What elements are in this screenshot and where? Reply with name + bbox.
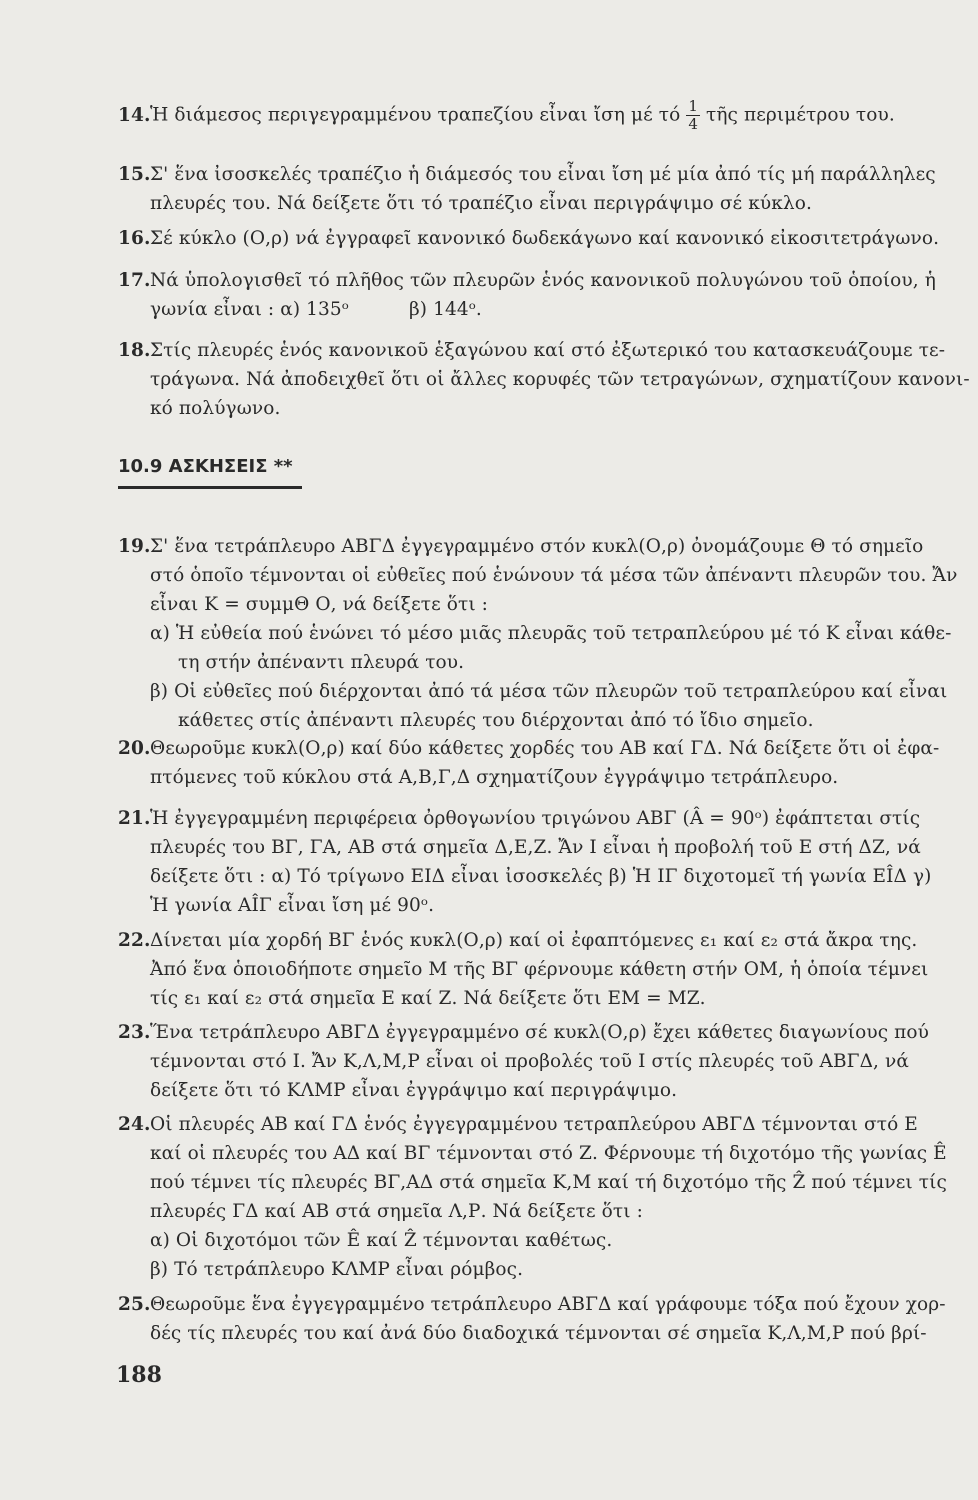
exercise-23: 23.Ἕνα τετράπλευρο ΑΒΓΔ ἐγγεγραμμένο σέ κυκλ(Ο,ρ) ἔχει κάθετες διαγωνίους πού τέμνονται στό Ι. Ἄν Κ,Λ,Μ,Ρ εἶναι οἱ προβολές τοῦ Ι στίς πλευρές τοῦ ΑΒΓΔ, νά δείξετε ὅτι τό ΚΛΜΡ εἶναι ἐγγράψιμο καί περιγράψιμο. xyxy=(118,1018,923,1105)
part-b: β) Τό τετράπλευρο ΚΛΜΡ εἶναι ρόμβος. xyxy=(150,1259,524,1280)
exercise-14 xyxy=(118,98,923,133)
exercise-number: 25. xyxy=(118,1294,151,1315)
exercise-number: 19. xyxy=(118,536,151,557)
exercise-number: 16. xyxy=(118,228,151,249)
exercise-17: 17.Νά ὑπολογισθεῖ τό πλῆθος τῶν πλευρῶν ἑνός κανονικοῦ πολυγώνου τοῦ ὁποίου, ἡ γωνία εἶναι : α) 135ᵒ β) 144ᵒ. xyxy=(118,266,923,324)
part-a: α) Ἡ εὐθεία πού ἑνώνει τό μέσο μιᾶς πλευρᾶς τοῦ τετραπλεύρου μέ τό Κ εἶναι κάθε- xyxy=(150,623,952,644)
exercise-number: 18. xyxy=(118,340,151,361)
exercise-20: 20.Θεωροῦμε κυκλ(Ο,ρ) καί δύο κάθετες χορδές του ΑΒ καί ΓΔ. Νά δείξετε ὅτι οἱ ἐφα- πτόμενες τοῦ κύκλου στά Α,Β,Γ,Δ σχηματίζουν ἐγγράψιμο τετράπλευρο. xyxy=(118,734,923,792)
page-number: 188 xyxy=(116,1362,162,1388)
exercise-number: 14. xyxy=(118,104,151,126)
exercise-22: 22.Δίνεται μία χορδή ΒΓ ἑνός κυκλ(Ο,ρ) καί οἱ ἐφαπτόμενες ε₁ καί ε₂ στά ἄκρα της. Ἀπό ἕνα ὁποιοδήποτε σημεῖο Μ τῆς ΒΓ φέρνουμε κάθετη στήν ΟΜ, ἡ ὁποία τέμνει τίς ε₁ καί ε₂ στά σημεῖα Ε καί Ζ. Νά δείξετε ὅτι ΕΜ = ΜΖ. xyxy=(118,926,923,1013)
exercise-16: 16.Σέ κύκλο (Ο,ρ) νά ἐγγραφεῖ κανονικό δωδεκάγωνο καί κανονικό εἰκοσιτετράγωνο. xyxy=(118,224,923,253)
part-a: α) Οἱ διχοτόμοι τῶν Ê καί Ẑ τέμνονται καθέτως. xyxy=(150,1230,613,1251)
exercise-number: 21. xyxy=(118,808,151,829)
exercise-24: 24.Οἱ πλευρές ΑΒ καί ΓΔ ἑνός ἐγγεγραμμένου τετραπλεύρου ΑΒΓΔ τέμνονται στό Ε καί οἱ πλευρές του ΑΔ καί ΒΓ τέμνονται στό Ζ. Φέρνουμε τή διχοτόμο τῆς γωνίας Ê πού τέμνει τίς πλευρές ΒΓ,ΑΔ στά σημεῖα Κ,Μ καί τή διχοτόμο τῆς Ẑ πού τέμνει τίς πλευρές ΓΔ καί ΑΒ στά σημεῖα Λ,Ρ. Νά δείξετε ὅτι : α) Οἱ διχοτόμοι τῶν Ê καί Ẑ τέμνονται καθέτως. β) Τό τετράπλευρο ΚΛΜΡ εἶναι ρόμβος. xyxy=(118,1110,923,1284)
exercise-19: 19.Σ' ἕνα τετράπλευρο ΑΒΓΔ ἐγγεγραμμένο στόν κυκλ(Ο,ρ) ὀνομάζουμε Θ τό σημεῖο στό ὁποῖο τέμνονται οἱ εὐθεῖες πού ἑνώνουν τά μέσα τῶν ἀπέναντι πλευρῶν του. Ἄν εἶναι Κ = συμμΘ Ο, νά δείξετε ὅτι : α) Ἡ εὐθεία πού ἑνώνει τό μέσο μιᾶς πλευρᾶς τοῦ τετραπλεύρου μέ τό Κ εἶναι κάθε- τη στήν ἀπέναντι πλευρά του. β) Οἱ εὐθεῖες πού διέρχονται ἀπό τά μέσα τῶν πλευρῶν τοῦ τετραπλεύρου καί εἶναι κάθετες στίς ἀπέναντι πλευρές του διέρχονται ἀπό τό ἴδιο σημεῖο. xyxy=(118,532,923,735)
exercise-number: 22. xyxy=(118,930,151,951)
exercise-25: 25.Θεωροῦμε ἕνα ἐγγεγραμμένο τετράπλευρο ΑΒΓΔ καί γράφουμε τόξα πού ἔχουν χορ- δές τίς πλευρές του καί ἀνά δύο διαδοχικά τέμνονται σέ σημεῖα Κ,Λ,Μ,Ρ πού βρί- xyxy=(118,1290,923,1348)
section-heading: 10.9 ΑΣΚΗΣΕΙΣ ** xyxy=(118,456,293,477)
exercise-21: 21.Ἡ ἐγγεγραμμένη περιφέρεια ὀρθογωνίου τριγώνου ΑΒΓ (Â = 90ᵒ) ἐφάπτεται στίς πλευρές του ΒΓ, ΓΑ, ΑΒ στά σημεῖα Δ,Ε,Ζ. Ἄν Ι εἶναι ἡ προβολή τοῦ Ε στή ΔΖ, νά δείξετε ὅτι : α) Τό τρίγωνο ΕΙΔ εἶναι ἰσοσκελές β) Ἡ ΙΓ διχοτομεῖ τή γωνία ΕÎΔ γ) Ἡ γωνία ΑÎΓ εἶναι ἴση μέ 90ᵒ. xyxy=(118,804,923,920)
exercise-15: 15.Σ' ἕνα ἰσοσκελές τραπέζιο ἡ διάμεσός του εἶναι ἴση μέ μία ἀπό τίς μή παράλληλες πλευρές του. Νά δείξετε ὅτι τό τραπέζιο εἶναι περιγράψιμο σέ κύκλο. xyxy=(118,160,923,218)
part-b: β) Οἱ εὐθεῖες πού διέρχονται ἀπό τά μέσα τῶν πλευρῶν τοῦ τετραπλεύρου καί εἶναι xyxy=(150,681,948,702)
exercise-number: 15. xyxy=(118,164,151,185)
exercise-14-line-1: 14.Ἡ διάμεσος περιγεγραμμένου τραπεζίου εἶναι ἴση μέ τό $\frac{1}{4}$ τῆς περιμέτρου του. xyxy=(118,97,895,133)
exercise-18: 18.Στίς πλευρές ἑνός κανονικοῦ ἑξαγώνου καί στό ἐξωτερικό του κατασκευάζουμε τε- τράγωνα. Νά ἀποδειχθεῖ ὅτι οἱ ἄλλες κορυφές τῶν τετραγώνων, σχηματίζουν κανονι- κό πολύγωνο. xyxy=(118,336,923,423)
exercise-number: 20. xyxy=(118,738,151,759)
section-underline xyxy=(118,486,302,489)
exercise-number: 24. xyxy=(118,1114,151,1135)
exercise-number: 23. xyxy=(118,1022,151,1043)
exercise-number: 17. xyxy=(118,270,151,291)
fraction-one-quarter: $\frac{1}{4}$ xyxy=(688,97,698,133)
